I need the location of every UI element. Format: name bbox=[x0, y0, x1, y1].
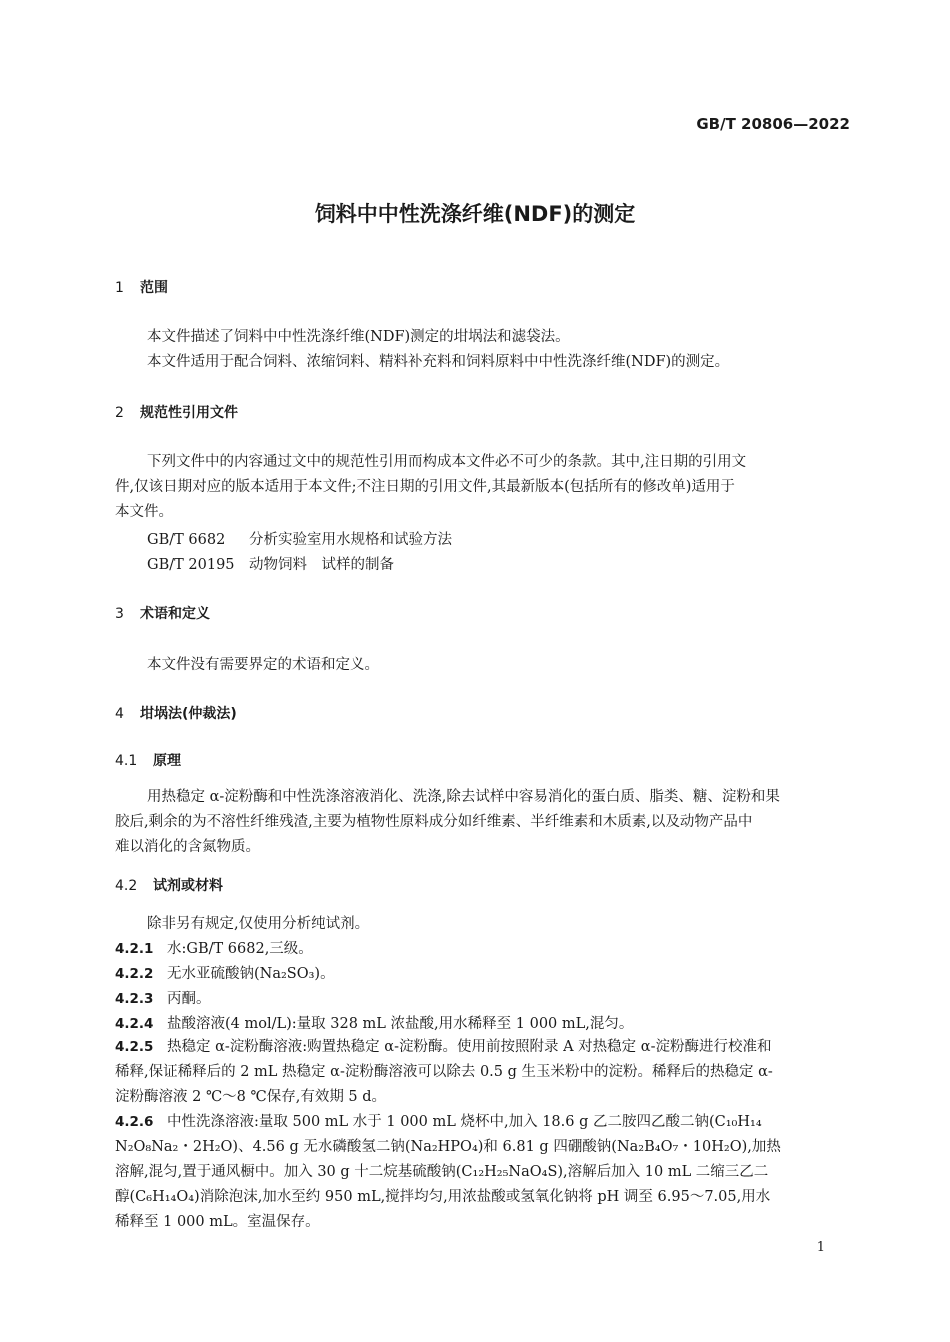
clause-text: 水:GB/T 6682,三级。 bbox=[167, 941, 313, 957]
clause-item bbox=[115, 1110, 850, 1235]
normative-reference bbox=[147, 528, 452, 549]
page-number: 1 bbox=[816, 1240, 825, 1255]
section-number: 3 bbox=[115, 606, 124, 622]
subsection-title: 试剂或材料 bbox=[153, 878, 223, 894]
text-line: 胶后,剩余的为不溶性纤维残渣,主要为植物性原料成分如纤维素、半纤维素和木质素,以及动物产品中 bbox=[115, 814, 753, 830]
reference-title: 分析实验室用水规格和试验方法 bbox=[249, 532, 452, 548]
text-line: 用热稳定 α-淀粉酶和中性洗涤溶液消化、洗涤,除去试样中容易消化的蛋白质、脂类、糖、淀粉和果 bbox=[147, 789, 780, 805]
subsection-number: 4.2 bbox=[115, 878, 138, 894]
text-line bbox=[115, 1035, 850, 1060]
section-number: 2 bbox=[115, 405, 124, 421]
section-title: 术语和定义 bbox=[140, 606, 210, 622]
standard-number: GB/T 20806—2022 bbox=[696, 115, 850, 133]
reference-code: GB/T 20195 bbox=[147, 557, 235, 573]
text-line: 淀粉酶溶液 2 ℃～8 ℃保存,有效期 5 d。 bbox=[115, 1089, 387, 1105]
reference-title: 动物饲料 试样的制备 bbox=[249, 557, 394, 573]
section-number: 1 bbox=[115, 280, 124, 296]
clause-number: 4.2.1 bbox=[115, 941, 154, 957]
clause-number: 4.2.4 bbox=[115, 1016, 154, 1032]
text-line: 稀释,保证稀释后的 2 mL 热稳定 α-淀粉酶溶液可以除去 0.5 g 生玉米粉中的淀粉。稀释后的热稳定 α- bbox=[115, 1064, 773, 1080]
text-line: 件,仅该日期对应的版本适用于本文件;不注日期的引用文件,其最新版本(包括所有的修改单)适用于 bbox=[115, 479, 735, 495]
clause-text: 中性洗涤溶液:量取 500 mL 水于 1 000 mL 烧杯中,加入 18.6 g 乙二胺四乙酸二钠(C₁₀H₁₄ bbox=[167, 1114, 762, 1130]
clause-item bbox=[115, 1012, 633, 1033]
section-title: 范围 bbox=[140, 280, 168, 296]
paragraph: 除非另有规定,仅使用分析纯试剂。 bbox=[147, 916, 370, 932]
paragraph bbox=[115, 450, 850, 525]
clause-item bbox=[115, 1035, 850, 1110]
reference-code: GB/T 6682 bbox=[147, 532, 226, 548]
clause-item bbox=[115, 987, 211, 1008]
clause-item bbox=[115, 937, 313, 958]
text-line: 稀释至 1 000 mL。室温保存。 bbox=[115, 1214, 320, 1230]
section-1-heading bbox=[115, 277, 168, 297]
section-2-heading bbox=[115, 402, 238, 422]
text-line: 醇(C₆H₁₄O₄)消除泡沫,加水至约 950 mL,搅拌均匀,用浓盐酸或氢氧化钠将 pH 调至 6.95～7.05,用水 bbox=[115, 1189, 771, 1205]
text-line: 下列文件中的内容通过文中的规范性引用而构成本文件必不可少的条款。其中,注日期的引用文 bbox=[147, 454, 747, 470]
clause-number: 4.2.6 bbox=[115, 1114, 154, 1130]
clause-number: 4.2.5 bbox=[115, 1039, 154, 1055]
section-title: 坩埚法(仲裁法) bbox=[140, 706, 237, 722]
section-number: 4 bbox=[115, 706, 124, 722]
clause-text: 无水亚硫酸钠(Na₂SO₃)。 bbox=[167, 966, 335, 982]
text-line: 溶解,混匀,置于通风橱中。加入 30 g 十二烷基硫酸钠(C₁₂H₂₅NaO₄S),溶解后加入 10 mL 二缩三乙二 bbox=[115, 1164, 769, 1180]
clause-text: 盐酸溶液(4 mol/L):量取 328 mL 浓盐酸,用水稀释至 1 000 mL,混匀。 bbox=[167, 1016, 634, 1032]
text-line: N₂O₈Na₂・2H₂O)、4.56 g 无水磷酸氢二钠(Na₂HPO₄)和 6.81 g 四硼酸钠(Na₂B₄O₇・10H₂O),加热 bbox=[115, 1139, 781, 1155]
clause-item bbox=[115, 962, 335, 983]
clause-number: 4.2.2 bbox=[115, 966, 154, 982]
section-title: 规范性引用文件 bbox=[140, 405, 238, 421]
clause-text: 热稳定 α-淀粉酶溶液:购置热稳定 α-淀粉酶。使用前按照附录 A 对热稳定 α-淀粉酶进行校准和 bbox=[167, 1039, 772, 1055]
section-3-heading bbox=[115, 603, 210, 623]
clause-number: 4.2.3 bbox=[115, 991, 154, 1007]
clause-text: 丙酮。 bbox=[167, 991, 211, 1007]
paragraph bbox=[115, 785, 850, 860]
paragraph: 本文件没有需要界定的术语和定义。 bbox=[147, 657, 379, 673]
text-line bbox=[115, 1110, 850, 1135]
subsection-4-2-heading bbox=[115, 875, 223, 895]
paragraph: 本文件适用于配合饲料、浓缩饲料、精料补充料和饲料原料中中性洗涤纤维(NDF)的测定。 bbox=[147, 354, 730, 370]
paragraph: 本文件描述了饲料中中性洗涤纤维(NDF)测定的坩埚法和滤袋法。 bbox=[147, 329, 570, 345]
text-line: 难以消化的含氮物质。 bbox=[115, 839, 260, 855]
subsection-number: 4.1 bbox=[115, 753, 138, 769]
section-4-heading bbox=[115, 703, 237, 723]
subsection-title: 原理 bbox=[153, 753, 181, 769]
text-line: 本文件。 bbox=[115, 504, 173, 520]
document-title: 饲料中中性洗涤纤维(NDF)的测定 bbox=[314, 202, 636, 226]
normative-reference bbox=[147, 553, 394, 574]
subsection-4-1-heading bbox=[115, 750, 181, 770]
